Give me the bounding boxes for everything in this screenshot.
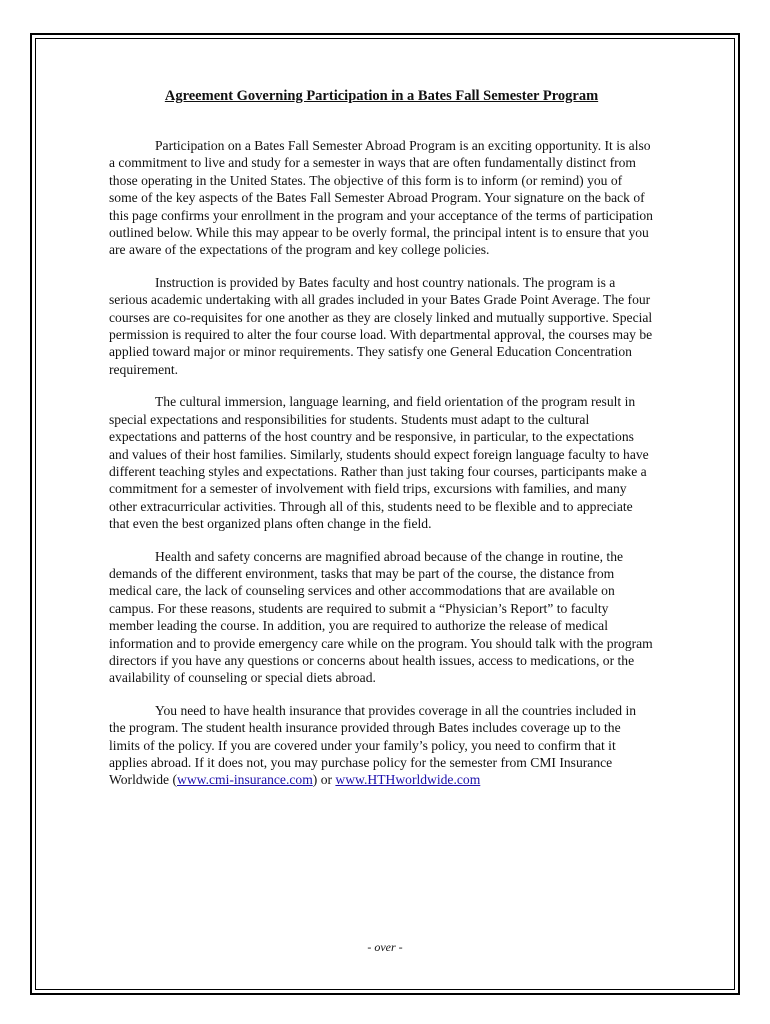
hth-worldwide-link[interactable]: www.HTHworldwide.com bbox=[335, 772, 481, 788]
paragraph-insurance bbox=[109, 702, 654, 789]
document-body bbox=[109, 86, 654, 804]
paragraph-cultural-immersion: The cultural immersion, language learning, and field orientation of the program result in special expectations and responsibilities for students. Students must adapt to the cultural expectations and patterns of the host country and be responsive, in particular, to the expectations and values of their host families. Similarly, students should expect foreign language faculty to have different teaching styles and expectations. Rather than just taking four courses, participants make a commitment for a semester of involvement with field trips, excursions with families, and many other extracurricular activities. Through all of this, students need to be flexible and to appreciate that even the best organized plans often change in the field. bbox=[109, 394, 649, 532]
paragraph-instruction: Instruction is provided by Bates faculty and host country nationals. The program is a serious academic undertaking with all grades included in your Bates Grade Point Average. The four courses are co-requisites for one another as they are closely linked and mutually supportive. Special permission is required to alter the four course load. With departmental approval, the courses may be applied toward major or minor requirements. They satisfy one General Education Concentration requirement. bbox=[109, 274, 653, 377]
page-footer-over: - over - bbox=[367, 940, 403, 954]
insurance-text-between: ) or bbox=[312, 772, 336, 788]
paragraph-introduction: Participation on a Bates Fall Semester Abroad Program is an exciting opportunity. It is also a commitment to live and study for a semester in ways that are often fundamentally distinct from those operating in the United States. The objective of this form is to inform (or remind) you of some of the key aspects of the Bates Fall Semester Abroad Program. Your signature on the back of this page confirms your enrollment in the program and your acceptance of the terms of participation outlined below. While this may appear to be overly formal, the principal intent is to ensure that you are aware of the expectations of the program and key college policies. bbox=[109, 138, 653, 258]
insurance-text: You need to have health insurance that provides coverage in all the countries included in the program. The student health insurance provided through Bates includes coverage up to the limits of the policy. If you are covered under your family’s policy, you need to confirm that it applies abroad. If it does not, you may purchase policy for the semester from CMI Insurance Worldwide ( bbox=[109, 702, 637, 788]
paragraph-health-safety: Health and safety concerns are magnified abroad because of the change in routine, the demands of the different environment, tasks that may be part of the course, the distance from medical care, the lack of counseling services and other accommodations that are available on campus. For these reasons, students are required to submit a “Physician’s Report” to faculty member leading the course. In addition, you are required to authorize the release of medical information and to provide emergency care while on the program. You should talk with the program directors if you have any questions or concerns about health issues, access to medications, or the availability of counseling or special diets abroad. bbox=[109, 548, 653, 686]
document-title: Agreement Governing Participation in a Bates Fall Semester Program bbox=[164, 88, 599, 104]
cmi-insurance-link[interactable]: www.cmi-insurance.com bbox=[177, 772, 313, 788]
